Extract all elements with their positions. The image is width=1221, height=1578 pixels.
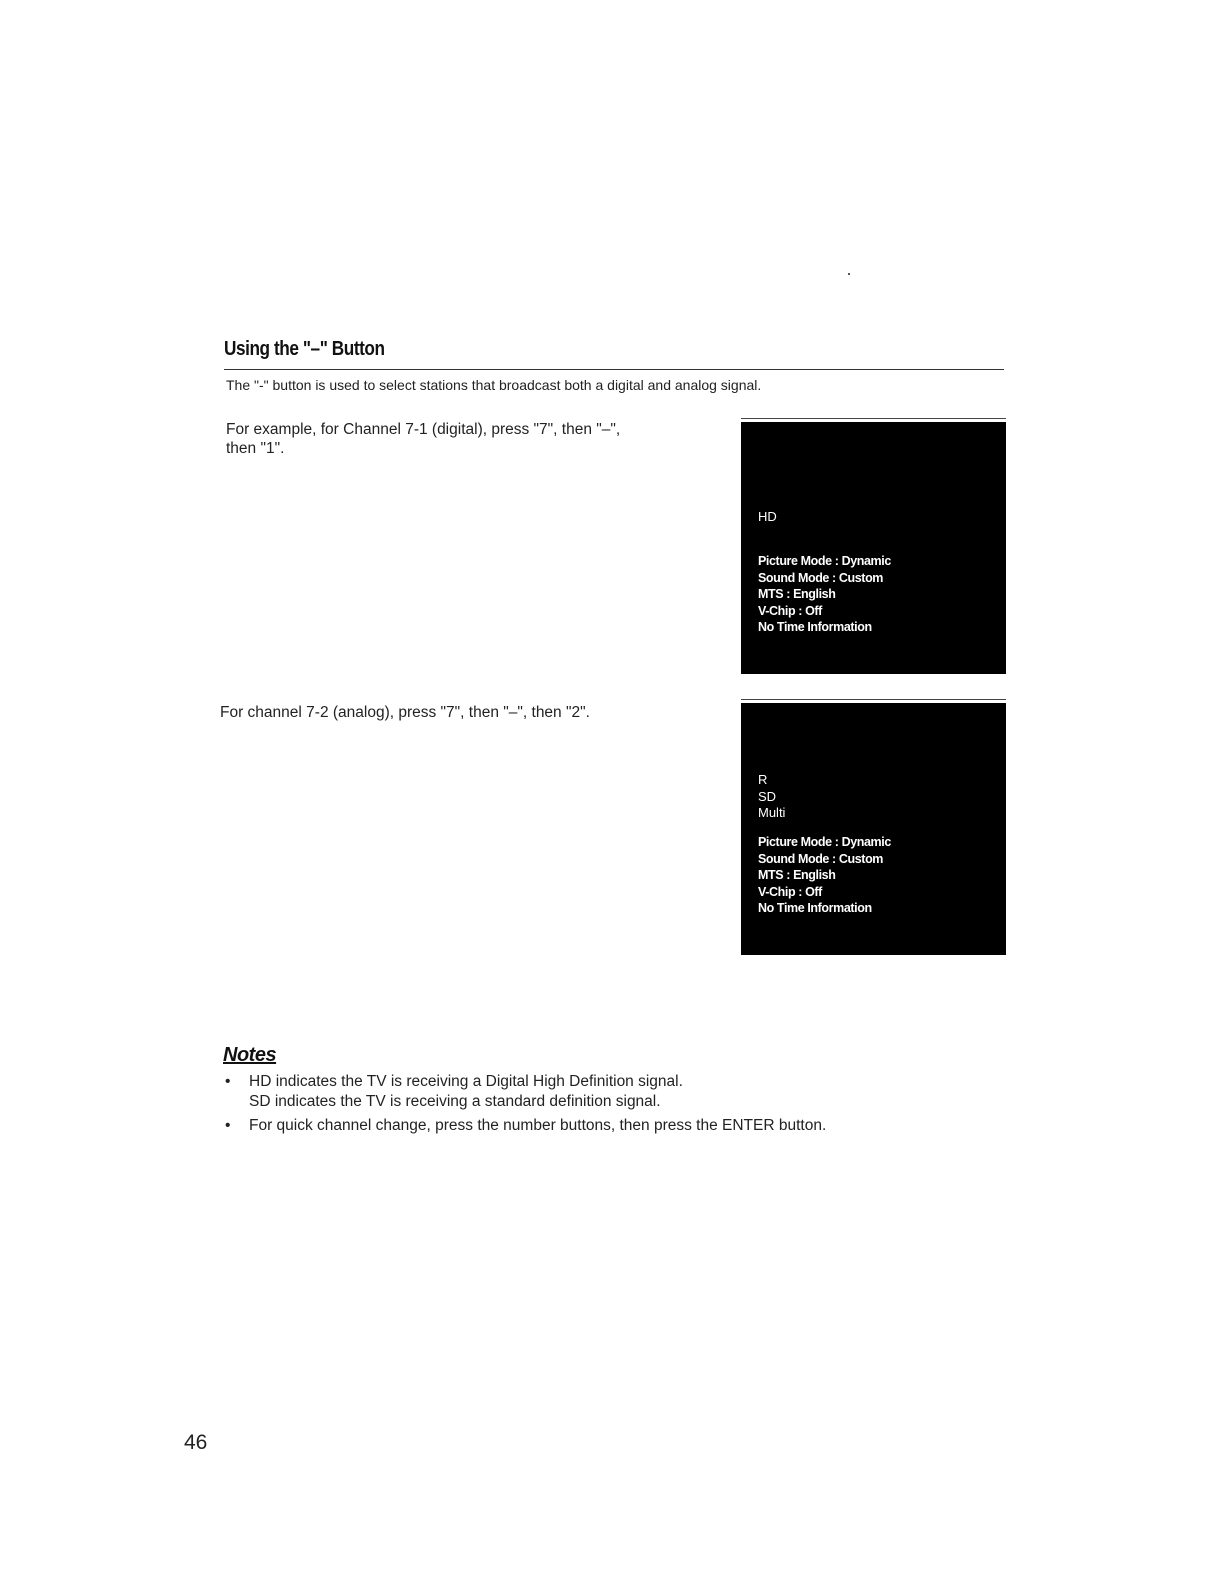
channel-status — [758, 509, 777, 526]
channel-status — [758, 772, 785, 822]
info-picture-mode: Picture Mode : Dynamic — [758, 835, 891, 849]
note-line: For quick channel change, press the number buttons, then press the ENTER button. — [249, 1117, 827, 1134]
screen-top-line — [741, 699, 1006, 700]
tv-screen-digital — [741, 419, 1006, 674]
stray-mark — [848, 273, 850, 275]
status-sd: SD — [758, 788, 777, 804]
note-line: HD indicates the TV is receiving a Digital High Definition signal. — [249, 1073, 683, 1090]
info-v-chip: V-Chip : Off — [758, 884, 822, 899]
section-intro: The "-" button is used to select stations that broadcast both a digital and analog signal. — [226, 377, 762, 393]
info-picture-mode: Picture Mode : Dynamic — [758, 554, 891, 568]
title-divider — [224, 369, 1004, 370]
info-time: No Time Information — [758, 620, 872, 635]
info-mts: MTS : English — [758, 868, 836, 883]
section-title: Using the "–" Button — [224, 338, 385, 360]
channel-info — [758, 553, 891, 636]
tv-screen-analog — [741, 700, 1006, 955]
note-item — [222, 1072, 942, 1112]
example-digital-instruction — [226, 420, 686, 458]
note-line: SD indicates the TV is receiving a standard definition signal. — [249, 1093, 661, 1110]
info-mts: MTS : English — [758, 587, 836, 602]
status-hd: HD — [758, 509, 777, 524]
screen-top-line — [741, 418, 1006, 419]
status-multi: Multi — [758, 805, 786, 821]
channel-info — [758, 834, 891, 917]
info-sound-mode: Sound Mode : Custom — [758, 570, 884, 585]
instruction-line: then "1". — [226, 440, 285, 457]
instruction-line: For channel 7-2 (analog), press "7", then "–", then "2". — [220, 704, 590, 721]
info-sound-mode: Sound Mode : Custom — [758, 851, 884, 866]
example-analog-instruction — [220, 703, 680, 722]
note-item — [222, 1116, 942, 1136]
info-time: No Time Information — [758, 901, 872, 916]
bullet-icon: • — [225, 1117, 231, 1134]
status-rating: R — [758, 772, 768, 787]
notes-list — [222, 1072, 942, 1140]
info-v-chip: V-Chip : Off — [758, 603, 822, 618]
page-number: 46 — [184, 1431, 208, 1454]
instruction-line: For example, for Channel 7-1 (digital), press "7", then "–", — [226, 421, 621, 438]
notes-heading: Notes — [223, 1044, 277, 1066]
bullet-icon: • — [225, 1073, 231, 1090]
